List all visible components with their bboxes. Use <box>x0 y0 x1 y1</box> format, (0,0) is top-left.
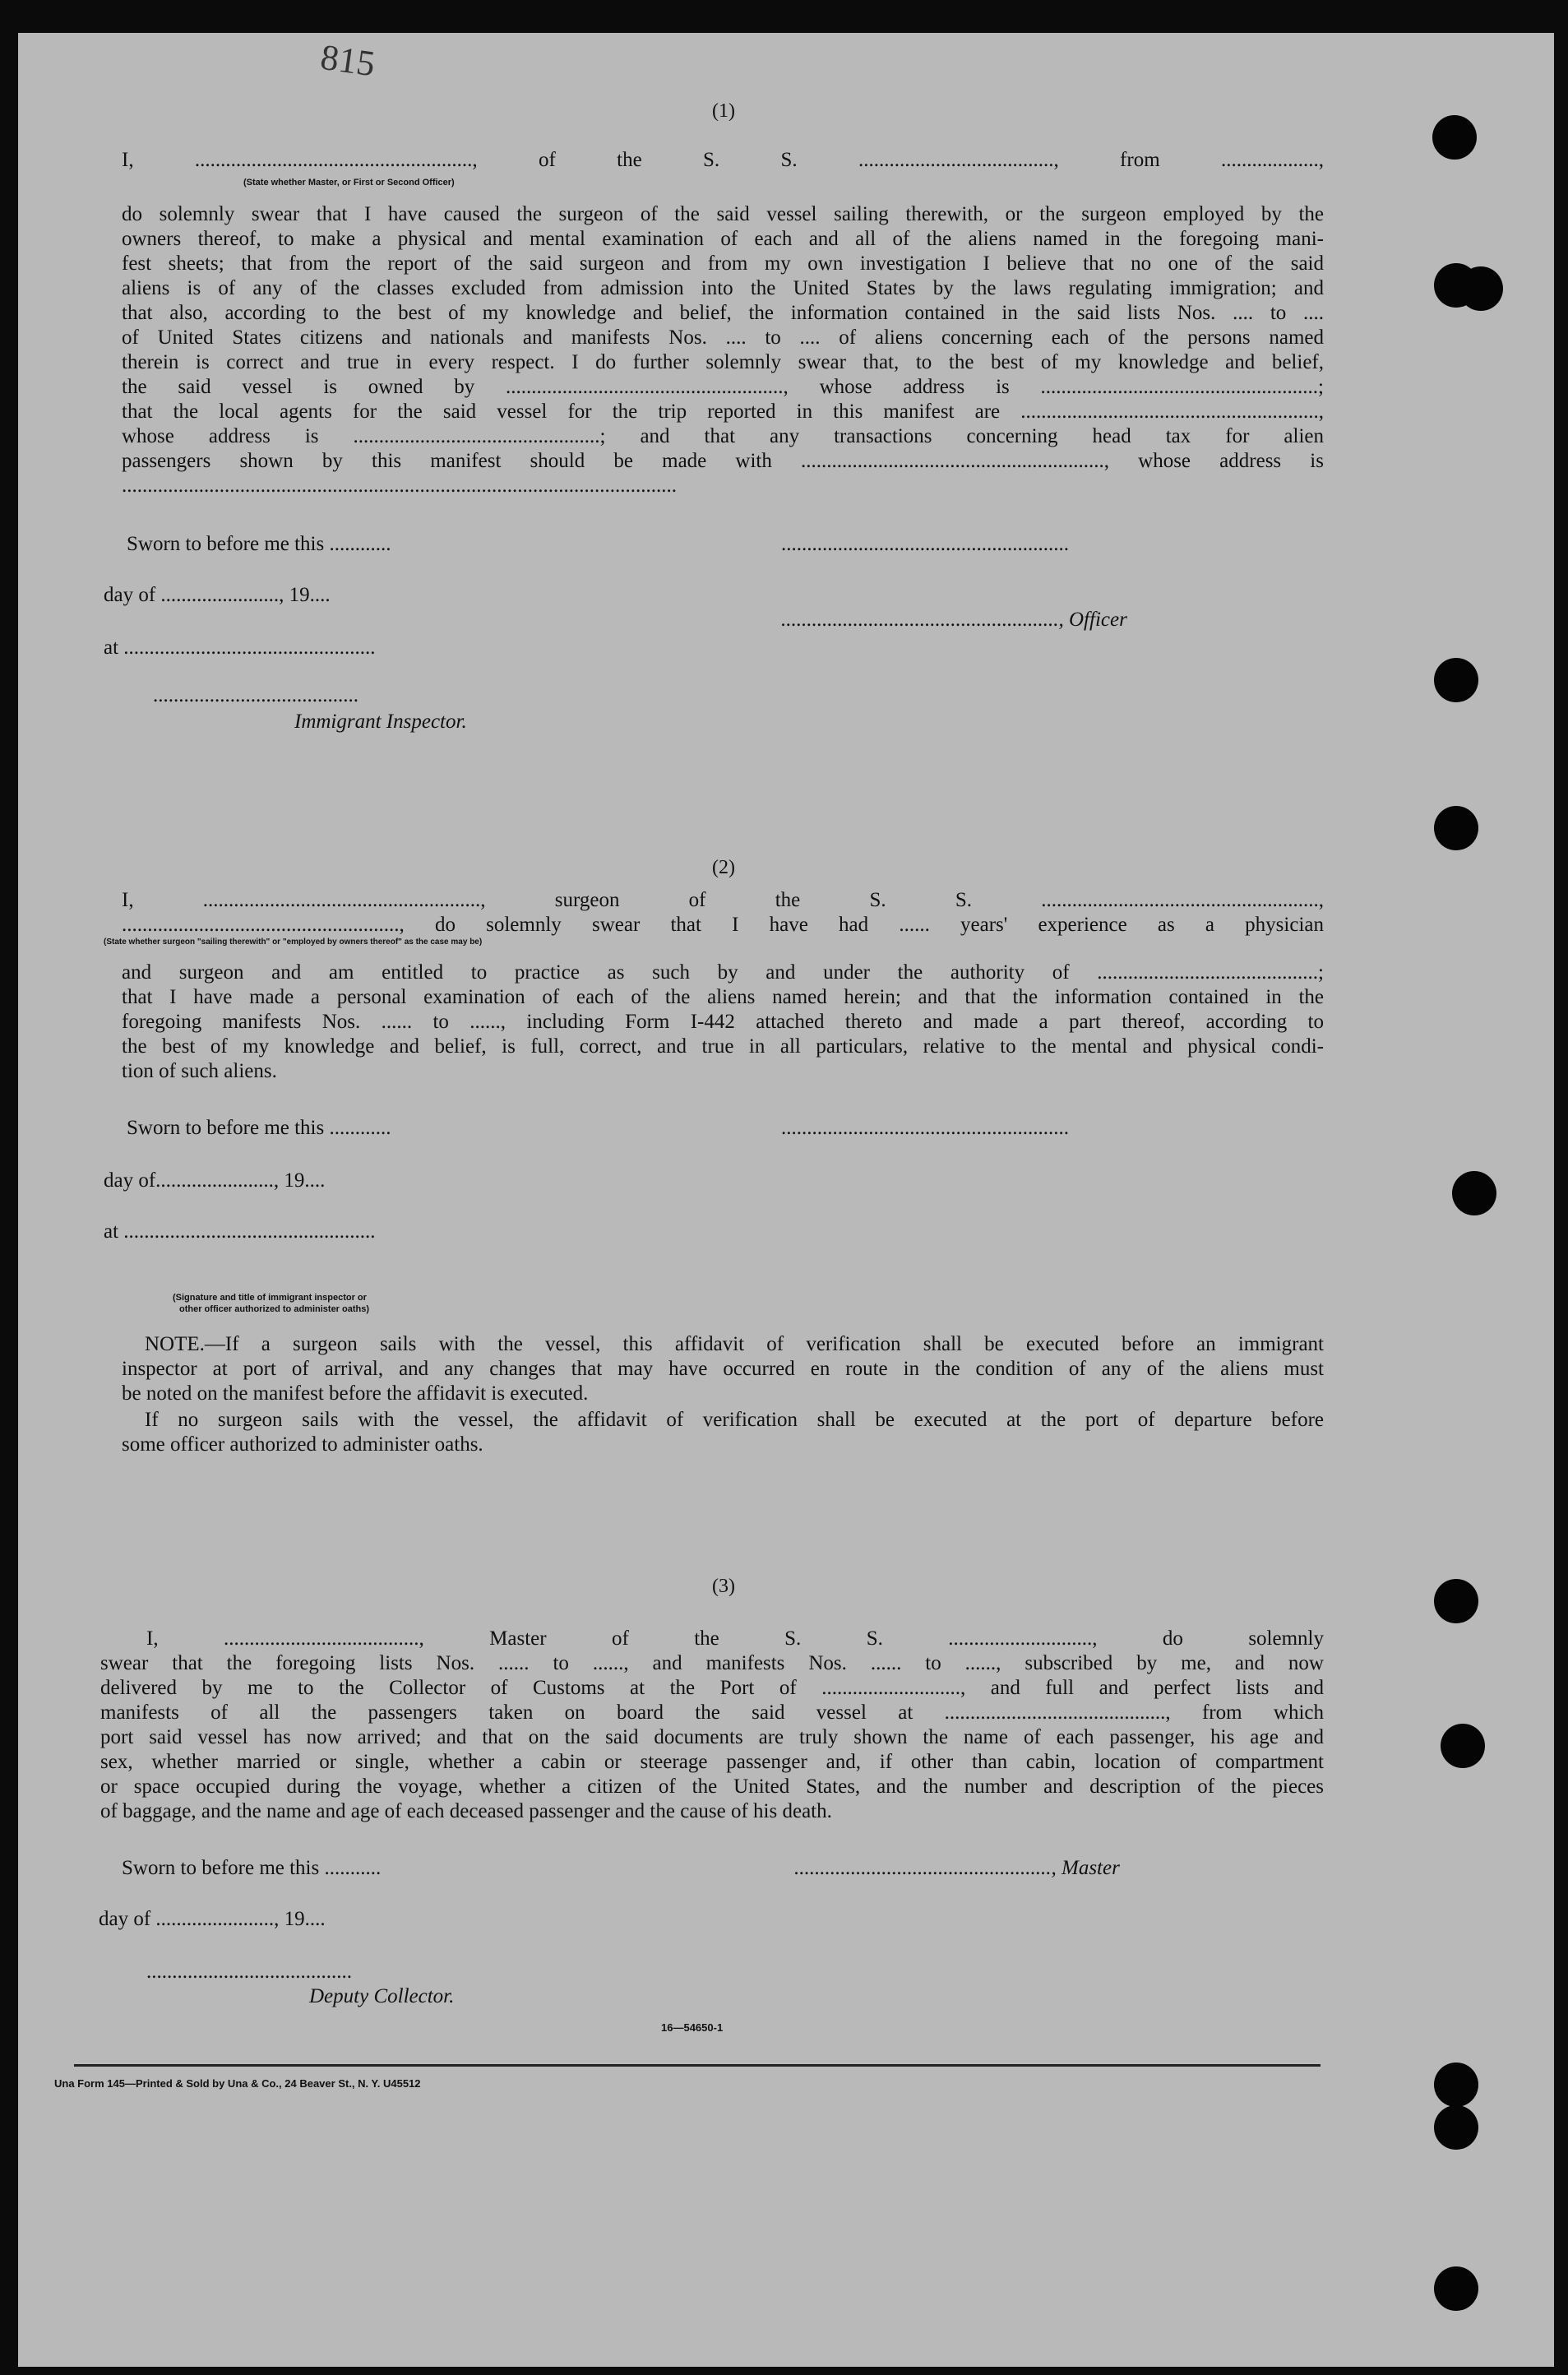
section1-sworn: Sworn to before me this ............ <box>127 533 391 555</box>
document-page <box>18 33 1554 2367</box>
section2-line: tion of such aliens. <box>122 1060 277 1082</box>
section1-line: fest sheets; that from the report of the said surgeon and from my own investigation I believe that no one of the said <box>122 252 1324 275</box>
section3-line: port said vessel has now arrived; and that on the said documents are truly shown the name of each passenger, his age and <box>100 1726 1324 1748</box>
section1-sig-dots: ........................................ <box>153 684 358 706</box>
section1-line: ............................................................................................................ <box>122 475 677 497</box>
section3-line: I, ......................................, Master of the S. S. ............................, do solemnly <box>146 1627 1324 1650</box>
section2-line: foregoing manifests Nos. ...... to ......, including Form I-442 attached thereto and made a part thereof, according to <box>122 1011 1324 1033</box>
binder-hole <box>1434 2062 1478 2107</box>
binder-hole <box>1434 806 1478 850</box>
note-line: some officer authorized to administer oaths. <box>122 1433 483 1456</box>
section1-line: of United States citizens and nationals and manifests Nos. .... to .... of aliens concerning each of the persons named <box>122 326 1324 349</box>
footer-rule <box>74 2064 1321 2067</box>
section3-line: swear that the foregoing lists Nos. ...... to ......, and manifests Nos. ...... to ......, subscribed by me, and now <box>100 1652 1324 1674</box>
section1-line: that the local agents for the said vessel for the trip reported in this manifest are .........................................................., <box>122 400 1324 423</box>
section1-at: at ................................................. <box>104 637 376 659</box>
section2-line: the best of my knowledge and belief, is full, correct, and true in all particulars, relative to the mental and physical condi- <box>122 1035 1324 1058</box>
section3-line: sex, whether married or single, whether a cabin or steerage passenger and, if other than cabin, location of compartment <box>100 1751 1324 1773</box>
section1-officer-line-top: ........................................................ <box>781 533 1069 555</box>
section3-line: of baggage, and the name and age of each deceased passenger and the cause of his death. <box>100 1800 832 1822</box>
section1-line: passengers shown by this manifest should be made with ..........................................................., whose address is <box>122 450 1324 472</box>
binder-hole <box>1432 115 1477 160</box>
binder-hole <box>1434 2105 1478 2150</box>
section2-line: and surgeon and am entitled to practice as such by and under the authority of ...........................................; <box>122 961 1324 984</box>
note-line: If no surgeon sails with the vessel, the affidavit of verification shall be executed at the port of departure before <box>145 1409 1324 1431</box>
section1-line: owners thereof, to make a physical and mental examination of each and all of the aliens named in the foregoing mani- <box>122 228 1324 250</box>
section1-state-note: (State whether Master, or First or Second Officer) <box>243 178 455 188</box>
binder-hole <box>1452 1171 1496 1215</box>
section3-sig-dots: ........................................ <box>146 1961 352 1983</box>
section3-line: manifests of all the passengers taken on board the said vessel at ..........................................., from which <box>100 1701 1324 1724</box>
section1-day: day of ......................., 19.... <box>104 584 331 606</box>
section3-master: .................................................., Master <box>794 1857 1120 1879</box>
binder-hole <box>1434 658 1478 702</box>
section2-sig-note: (Signature and title of immigrant inspector or <box>173 1293 367 1303</box>
section3-deputy: Deputy Collector. <box>309 1985 455 2007</box>
section2-line: that I have made a personal examination of each of the aliens named herein; and that the information contained in the <box>122 986 1324 1008</box>
section1-line: aliens is of any of the classes excluded from admission into the United States by the laws regulating immigration; and <box>122 277 1324 299</box>
printer-imprint: Una Form 145—Printed & Sold by Una & Co., 24 Beaver St., N. Y. U45512 <box>54 2077 421 2090</box>
section3-line: delivered by me to the Collector of Customs at the Port of ..........................., and full and perfect lists and <box>100 1677 1324 1699</box>
section2-state-note: (State whether surgeon "sailing therewith" or "employed by owners thereof" as the case may be) <box>104 937 483 947</box>
binder-hole <box>1459 266 1503 311</box>
section2-number: (2) <box>712 857 735 878</box>
note-line: be noted on the manifest before the affidavit is executed. <box>122 1382 589 1405</box>
section1-line: the said vessel is owned by ......................................................, whose address is ......................................................; <box>122 376 1324 398</box>
section3-sworn: Sworn to before me this ........... <box>122 1857 382 1879</box>
form-number: 16—54650-1 <box>661 2021 724 2034</box>
section1-inspector: Immigrant Inspector. <box>294 711 467 733</box>
section2-right-dots: ........................................................ <box>781 1117 1069 1139</box>
section1-line: I, ......................................................, of the S. S. ......................................, from ..................., <box>122 149 1324 171</box>
section3-number: (3) <box>712 1576 735 1597</box>
section1-line: do solemnly swear that I have caused the surgeon of the said vessel sailing therewith, or the surgeon employed by the <box>122 203 1324 225</box>
section1-number: (1) <box>712 100 735 122</box>
section3-day: day of ......................., 19.... <box>99 1908 326 1930</box>
section1-officer: ......................................................, Officer <box>781 609 1127 631</box>
section3-line: or space occupied during the voyage, whether a citizen of the United States, and the number and description of the pieces <box>100 1775 1324 1798</box>
section1-line: that also, according to the best of my knowledge and belief, the information contained in the said lists Nos. .... to .... <box>122 302 1324 324</box>
section2-line: ......................................................, do solemnly swear that I have had ...... years' experience as a physician <box>122 914 1324 936</box>
section2-line: I, ......................................................, surgeon of the S. S. ......................................................, <box>122 889 1324 911</box>
note-line: inspector at port of arrival, and any changes that may have occurred en route in the condition of any of the aliens must <box>122 1358 1324 1380</box>
section2-at: at ................................................. <box>104 1220 376 1243</box>
binder-hole <box>1441 1724 1485 1768</box>
binder-hole <box>1434 1579 1478 1623</box>
section2-sworn: Sworn to before me this ............ <box>127 1117 391 1139</box>
section1-line: whose address is ................................................; and that any transactions concerning head tax for alien <box>122 425 1324 447</box>
handwritten-mark: 815 <box>317 36 378 85</box>
section2-sig-note: other officer authorized to administer oaths) <box>179 1304 370 1314</box>
note-line: NOTE.—If a surgeon sails with the vessel, this affidavit of verification shall be executed before an immigrant <box>145 1333 1324 1355</box>
section1-line: therein is correct and true in every respect. I do further solemnly swear that, to the best of my knowledge and belief, <box>122 351 1324 373</box>
binder-hole <box>1434 2266 1478 2311</box>
section2-day: day of......................., 19.... <box>104 1169 326 1192</box>
